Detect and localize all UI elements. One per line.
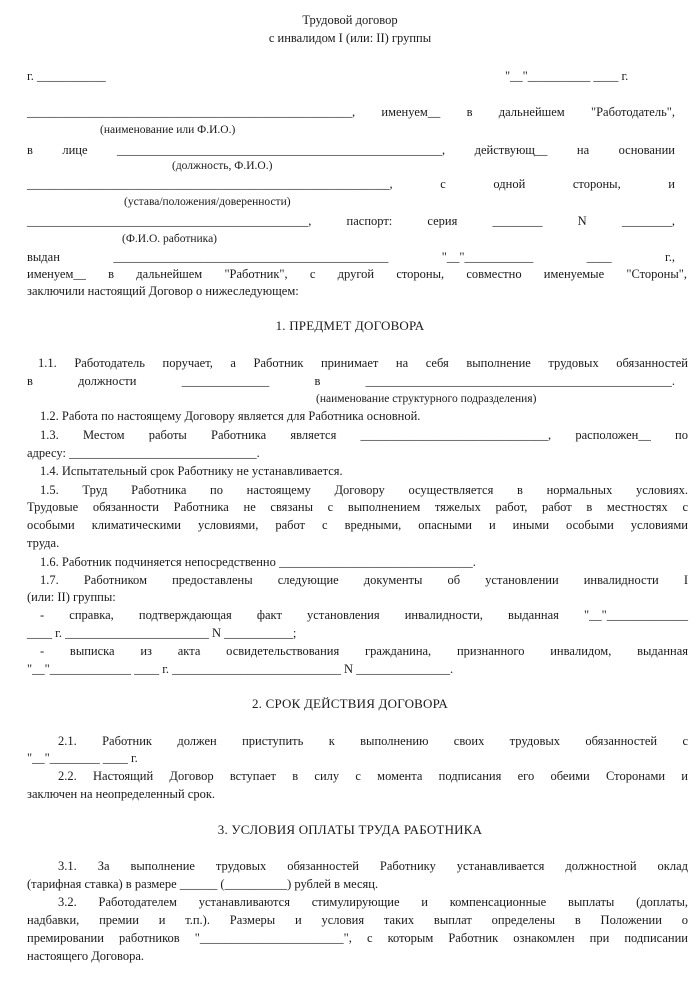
clause-3-2-line4: настоящего Договора. [27,949,145,963]
clause-1-7-extract: - выписка из акта освидетельствования гражданина, признанного инвалидом, выданная [40,644,688,658]
section-3-title: 3. УСЛОВИЯ ОПЛАТЫ ТРУДА РАБОТНИКА [217,822,483,837]
employer-line: ____________________________________________________, именуем__ в дальнейшем "Работодатель", [27,105,675,119]
clause-1-7-extract-line2: "__"_____________ ____ г. ___________________________ N _______________. [27,662,454,676]
clause-1-1: 1.1. Работодатель поручает, а Работник принимает на себя выполнение трудовых обязанностей [38,356,688,370]
basis-hint: (устава/положения/доверенности) [124,196,291,208]
named-employee-line: именуем__ в дальнейшем "Работник", с другой стороны, совместно именуемые "Стороны", [27,267,687,281]
clause-1-5: 1.5. Труд Работника по настоящему Договору осуществляется в нормальных условиях. [40,483,688,497]
document-subtitle: с инвалидом I (или: II) группы [268,31,432,45]
clause-3-2-line2: надбавки, премии и т.п.). Размеры и условия таких выплат определены в Положении о [27,913,688,927]
city-field: г. ___________ [27,69,106,83]
clause-2-1-date: "__"________ ____ г. [27,751,138,765]
clause-1-1-position: в должности ______________ в _________________________________________________. [27,374,675,388]
clause-1-7-line2: (или: II) группы: [27,590,116,604]
section-2-title: 2. СРОК ДЕЙСТВИЯ ДОГОВОРА [251,696,448,711]
section-1-title: 1. ПРЕДМЕТ ДОГОВОРА [275,318,425,333]
clause-1-6: 1.6. Работник подчиняется непосредственно _______________________________. [40,555,476,569]
clause-1-7-certificate: - справка, подтверждающая факт установления инвалидности, выданная "__"_____________ [40,608,688,622]
clause-1-5-line4: труда. [27,536,60,550]
employee-hint: (Ф.И.О. работника) [122,233,218,245]
clause-1-1-hint: (наименование структурного подразделения) [316,393,537,405]
clause-1-3-address: адресу: ______________________________. [27,446,260,460]
employer-hint: (наименование или Ф.И.О.) [100,124,236,136]
clause-3-2-line3: премировании работников "_______________________", с которым Работник ознакомлен при подписании [27,931,688,945]
clause-1-5-line2: Трудовые обязанности Работника не связаны с выполнением тяжелых работ, работ в местностях с [27,500,688,514]
clause-1-3: 1.3. Местом работы Работника является ______________________________, расположен__ по [40,428,688,442]
passport-line: _____________________________________________, паспорт: серия ________ N ________, [27,214,675,228]
clause-2-1: 2.1. Работник должен приступить к выполнению своих трудовых обязанностей с [58,734,688,748]
representative-line: в лице ____________________________________________________, действующ__ на основании [27,143,675,157]
representative-hint: (должность, Ф.И.О.) [172,160,273,172]
clause-1-7: 1.7. Работником предоставлены следующие документы об установлении инвалидности I [40,573,688,587]
clause-1-5-line3: особыми климатическими условиями, работ с вредными, опасными и иными особыми условиями [27,518,688,532]
clause-3-1: 3.1. За выполнение трудовых обязанностей Работнику устанавливается должностной оклад [58,859,688,873]
clause-3-2: 3.2. Работодателем устанавливаются стимулирующие и компенсационные выплаты (доплаты, [58,895,688,909]
concluded-line: заключили настоящий Договор о нижеследующем: [27,284,299,298]
clause-2-2-line2: заключен на неопределенный срок. [27,787,216,801]
basis-line: __________________________________________________________, с одной стороны, и [27,177,675,191]
issued-line: выдан ____________________________________________ "__"___________ ____ г., [27,250,675,264]
clause-3-1-line2: (тарифная ставка) в размере ______ (__________) рублей в месяц. [27,877,379,891]
clause-1-4: 1.4. Испытательный срок Работнику не устанавливается. [40,464,343,478]
clause-1-7-certificate-line2: ____ г. _______________________ N ___________; [27,626,297,640]
clause-1-2: 1.2. Работа по настоящему Договору является для Работника основной. [40,409,421,423]
date-field: "__"__________ ____ г. [505,69,629,83]
clause-2-2: 2.2. Настоящий Договор вступает в силу с момента подписания его обеими Сторонами и [58,769,688,783]
document-title: Трудовой договор [302,13,398,27]
